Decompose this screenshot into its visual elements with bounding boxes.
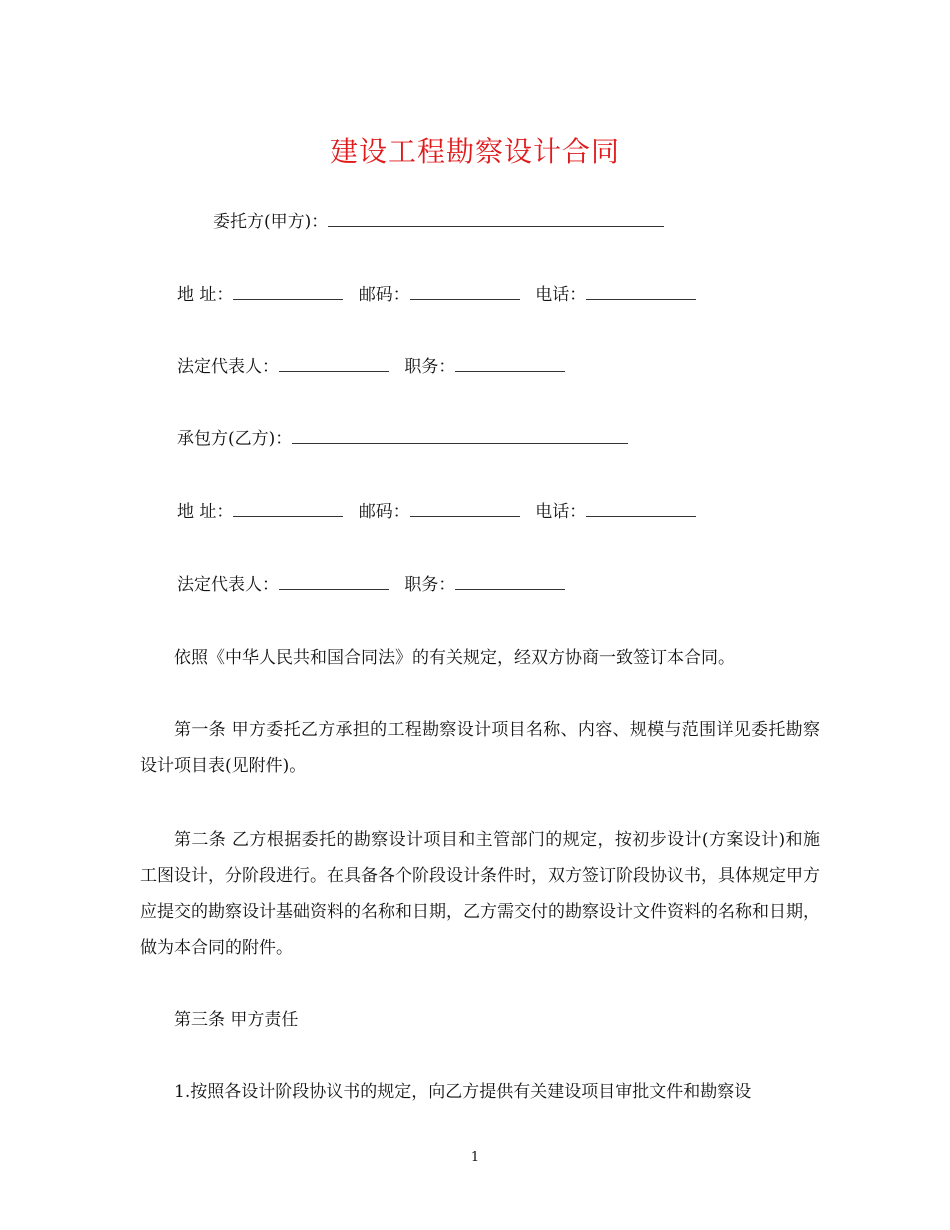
postcode-blank <box>410 285 520 300</box>
legal-rep-blank <box>279 575 389 590</box>
party-b-legal-rep-line <box>177 574 565 596</box>
postcode-blank <box>410 502 520 517</box>
party-a-legal-rep-line <box>177 356 565 378</box>
party-a-blank <box>328 212 664 227</box>
party-a-line <box>213 211 664 233</box>
article-2-paragraph: 第二条 乙方根据委托的勘察设计项目和主管部门的规定，按初步设计(方案设计)和施工图设计，分阶段进行。在具备各个阶段设计条件时，双方签订阶段协议书，具体规定甲方应提交的勘察设计基础资料的名称和日期，乙方需交付的勘察设计文件资料的名称和日期，做为本合同的附件。 <box>140 830 820 958</box>
phone-label: 电话： <box>535 285 587 305</box>
party-b-line <box>177 428 628 450</box>
party-b-address-line <box>177 501 696 523</box>
party-a-label: 委托方(甲方)： <box>213 212 329 232</box>
address-blank <box>233 285 343 300</box>
preamble-paragraph: 依照《中华人民共和国合同法》的有关规定，经双方协商一致签订本合同。 <box>174 648 735 668</box>
article-3-item-1: 1.按照各设计阶段协议书的规定，向乙方提供有关建设项目审批文件和勘察设 <box>174 1082 752 1102</box>
party-b-blank <box>292 429 628 444</box>
legal-rep-label: 法定代表人： <box>177 575 279 595</box>
page-number: 1 <box>470 1150 480 1165</box>
position-label: 职务： <box>404 357 456 377</box>
phone-blank <box>586 285 696 300</box>
legal-rep-label: 法定代表人： <box>177 357 279 377</box>
position-blank <box>455 357 565 372</box>
article-3-heading: 第三条 甲方责任 <box>174 1010 299 1030</box>
address-label: 地 址： <box>177 285 234 305</box>
party-a-address-line <box>177 284 696 306</box>
document-title: 建设工程勘察设计合同 <box>329 135 620 168</box>
phone-blank <box>586 502 696 517</box>
phone-label: 电话： <box>535 502 587 522</box>
party-b-label: 承包方(乙方)： <box>177 429 293 449</box>
postcode-label: 邮码： <box>358 285 410 305</box>
postcode-label: 邮码： <box>358 502 410 522</box>
position-label: 职务： <box>404 575 456 595</box>
address-label: 地 址： <box>177 502 234 522</box>
legal-rep-blank <box>279 357 389 372</box>
position-blank <box>455 575 565 590</box>
article-1-paragraph: 第一条 甲方委托乙方承担的工程勘察设计项目名称、内容、规模与范围详见委托勘察设计项目表(见附件)。 <box>140 720 820 776</box>
address-blank <box>233 502 343 517</box>
